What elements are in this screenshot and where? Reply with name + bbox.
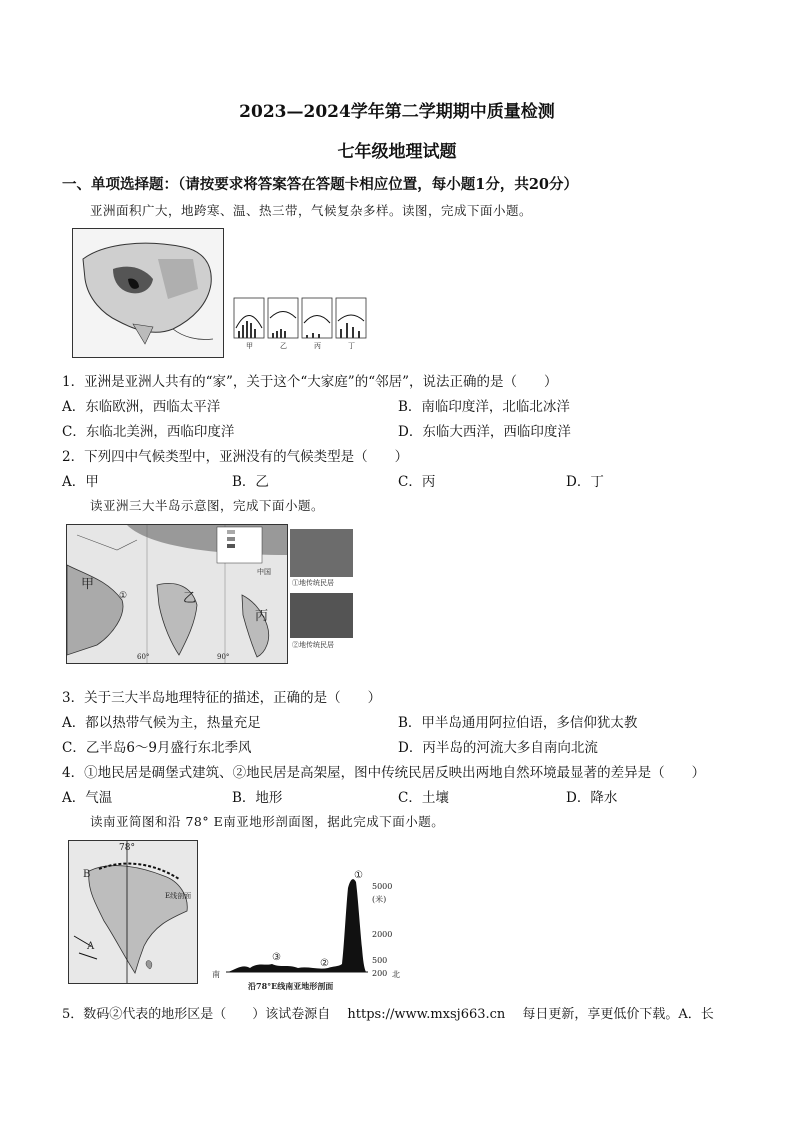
peninsulas-map [66, 524, 288, 664]
photo-fortress-dwelling [290, 529, 353, 577]
exam-title: 2023—2024学年第二学期期中质量检测 [239, 102, 555, 122]
map-label-a: A [87, 941, 95, 952]
south-asia-map [68, 840, 198, 984]
q3-option-a: A．都以热带气候为主，热量充足 [62, 715, 261, 731]
peninsula-label-bing: 丙 [255, 609, 269, 624]
profile-marker-3: ③ [272, 952, 281, 963]
question-2: 2．下列四中气候类型中，亚洲没有的气候类型是（ ） [62, 449, 409, 465]
q3-option-b: B．甲半岛通用阿拉伯语，多信仰犹太教 [398, 715, 638, 731]
q2-option-a: A．甲 [62, 474, 99, 490]
profile-label-south: 南 [212, 970, 220, 979]
intro-text: 亚洲面积广大，地跨寒、温、热三带，气候复杂多样。读图，完成下面小题。 [90, 203, 533, 218]
profile-tick-200: 200 [372, 969, 388, 978]
intro-text-3: 读南亚简图和沿 78° E南亚地形剖面图，据此完成下面小题。 [90, 814, 445, 829]
map-axis-90: 90° [217, 653, 230, 661]
map-label-china: 中国 [257, 568, 271, 576]
map-label-profile-line: E线剖面 [165, 892, 192, 900]
profile-tick-2000: 2000 [372, 930, 393, 939]
profile-unit: (米) [372, 895, 387, 904]
q1-option-d: D．东临大西洋，西临印度洋 [398, 424, 571, 440]
question-5: 5．数码②代表的地形区是（ ）该试卷源自 https://www.mxsj663.cn 每日更新，享更低价下载。A．长 [62, 1007, 714, 1022]
q4-option-c: C．土壤 [398, 790, 449, 806]
q1-option-a: A．东临欧洲，西临太平洋 [62, 399, 221, 415]
q4-option-a: A．气温 [62, 790, 113, 806]
photo-caption-1: ①地传统民居 [292, 579, 334, 587]
climate-charts [226, 293, 376, 353]
map-axis-60: 60° [137, 653, 150, 661]
q4-option-b: B．地形 [232, 790, 283, 806]
q3-option-d: D．丙半岛的河流大多自南向北流 [398, 740, 598, 756]
question-4: 4．①地民居是碉堡式建筑、②地民居是高架屋，图中传统民居反映出两地自然环境最显著的差异是（ ） [62, 765, 706, 781]
profile-tick-5000: 5000 [372, 882, 393, 891]
question-1: 1．亚洲是亚洲人共有的“家”，关于这个“大家庭”的“邻居”，说法正确的是（ ） [62, 374, 558, 390]
map-label-78: 78° [119, 843, 135, 853]
asia-climate-map [72, 228, 224, 358]
climate-label-yi: 乙 [280, 342, 287, 350]
climate-label-ding: 丁 [348, 342, 355, 350]
elevation-profile [208, 868, 408, 992]
section-heading: 一、单项选择题：（请按要求将答案答在答题卡相应位置，每小题1分，共20分） [62, 176, 579, 193]
question-3: 3．关于三大半岛地理特征的描述，正确的是（ ） [62, 690, 382, 706]
q2-option-b: B．乙 [232, 474, 269, 490]
q2-option-c: C．丙 [398, 474, 436, 490]
q3-option-c: C．乙半岛6～9月盛行东北季风 [62, 740, 252, 756]
q4-option-d: D．降水 [566, 790, 618, 806]
photo-stilt-house [290, 593, 353, 638]
photo-caption-2: ②地传统民居 [292, 641, 334, 649]
map-label-b: B [83, 869, 91, 880]
peninsula-label-yi: 乙 [183, 591, 197, 606]
intro-text-2: 读亚洲三大半岛示意图，完成下面小题。 [90, 498, 325, 513]
profile-tick-500: 500 [372, 956, 388, 965]
q1-option-c: C．东临北美洲，西临印度洋 [62, 424, 235, 440]
map-marker-1: ① [119, 591, 128, 601]
climate-label-jia: 甲 [246, 342, 253, 350]
q2-option-d: D．丁 [566, 474, 604, 490]
climate-label-bing: 丙 [314, 342, 321, 350]
peninsula-label-jia: 甲 [81, 577, 95, 592]
profile-caption: 沿78°E线南亚地形剖面 [248, 981, 334, 991]
q1-option-b: B．南临印度洋，北临北冰洋 [398, 399, 570, 415]
profile-marker-2: ② [320, 958, 329, 969]
exam-subtitle: 七年级地理试题 [337, 142, 457, 162]
profile-label-north: 北 [392, 970, 400, 979]
profile-marker-1: ① [354, 870, 363, 881]
